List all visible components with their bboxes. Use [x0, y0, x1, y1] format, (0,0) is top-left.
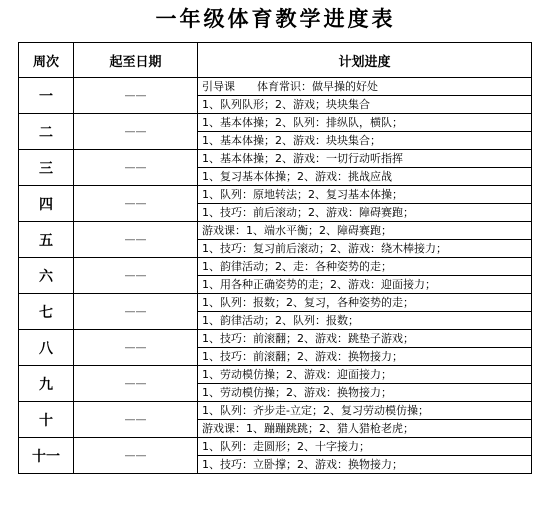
lesson-cell: 1、队列：齐步走-立定；2、复习劳动模仿操； — [198, 402, 532, 420]
lesson-cell: 1、韵律活动；2、走：各种姿势的走； — [198, 258, 532, 276]
date-cell: —— — [74, 366, 198, 402]
lesson-cell: 1、技巧：复习前后滚动；2、游戏：绕木棒接力； — [198, 240, 532, 258]
week-cell: 十 — [19, 402, 74, 438]
table-row — [19, 186, 532, 204]
lesson-cell: 1、复习基本体操；2、游戏：挑战应战 — [198, 168, 532, 186]
table-row — [19, 366, 532, 384]
table-row — [19, 222, 532, 240]
table-row — [19, 258, 532, 276]
lesson-cell: 1、队列：原地转法；2、复习基本体操； — [198, 186, 532, 204]
lesson-cell: 1、劳动模仿操；2、游戏：换物接力； — [198, 384, 532, 402]
lesson-cell: 1、基本体操；2、游戏：块块集合； — [198, 132, 532, 150]
schedule-body — [19, 78, 532, 474]
date-cell: —— — [74, 222, 198, 258]
lesson-cell: 游戏课：1、蹦蹦跳跳；2、猎人猎枪老虎； — [198, 420, 532, 438]
lesson-cell: 1、用各种正确姿势的走；2、游戏：迎面接力； — [198, 276, 532, 294]
date-cell: —— — [74, 402, 198, 438]
date-cell: —— — [74, 186, 198, 222]
date-cell: —— — [74, 330, 198, 366]
week-cell: 五 — [19, 222, 74, 258]
week-cell: 七 — [19, 294, 74, 330]
header-plan: 计划进度 — [198, 43, 532, 78]
week-cell: 十一 — [19, 438, 74, 474]
date-cell: —— — [74, 294, 198, 330]
week-cell: 六 — [19, 258, 74, 294]
table-row — [19, 294, 532, 312]
lesson-cell: 1、基本体操；2、游戏：一切行动听指挥 — [198, 150, 532, 168]
lesson-cell: 1、技巧：前滚翻；2、游戏：换物接力； — [198, 348, 532, 366]
table-row — [19, 150, 532, 168]
week-cell: 九 — [19, 366, 74, 402]
date-cell: —— — [74, 78, 198, 114]
table-row — [19, 402, 532, 420]
teaching-schedule-table — [18, 42, 532, 474]
week-cell: 二 — [19, 114, 74, 150]
date-cell: —— — [74, 114, 198, 150]
lesson-cell: 1、队列：报数；2、复习，各种姿势的走； — [198, 294, 532, 312]
lesson-cell: 引导课 体育常识：做早操的好处 — [198, 78, 532, 96]
lesson-cell: 1、劳动模仿操；2、游戏：迎面接力； — [198, 366, 532, 384]
lesson-cell: 游戏课：1、端水平衡；2、障碍赛跑； — [198, 222, 532, 240]
header-week: 周次 — [19, 43, 74, 78]
lesson-cell: 1、队列：走圆形；2、十字接力； — [198, 438, 532, 456]
lesson-cell: 1、技巧：立卧撑；2、游戏：换物接力； — [198, 456, 532, 474]
date-cell: —— — [74, 438, 198, 474]
table-row — [19, 330, 532, 348]
date-cell: —— — [74, 150, 198, 186]
lesson-cell: 1、技巧：前滚翻；2、游戏：跳垫子游戏； — [198, 330, 532, 348]
lesson-cell: 1、韵律活动；2、队列：报数； — [198, 312, 532, 330]
week-cell: 八 — [19, 330, 74, 366]
week-cell: 四 — [19, 186, 74, 222]
page-title: 一年级体育教学进度表 — [155, 6, 396, 31]
lesson-cell: 1、技巧：前后滚动；2、游戏：障碍赛跑； — [198, 204, 532, 222]
week-cell: 一 — [19, 78, 74, 114]
week-cell: 三 — [19, 150, 74, 186]
header-dates: 起至日期 — [74, 43, 198, 78]
table-row — [19, 114, 532, 132]
lesson-cell: 1、基本体操；2、队列：排纵队，横队； — [198, 114, 532, 132]
header-row — [19, 43, 532, 78]
table-row — [19, 78, 532, 96]
date-cell: —— — [74, 258, 198, 294]
lesson-cell: 1、队列队形；2、游戏；块块集合 — [198, 96, 532, 114]
table-row — [19, 438, 532, 456]
